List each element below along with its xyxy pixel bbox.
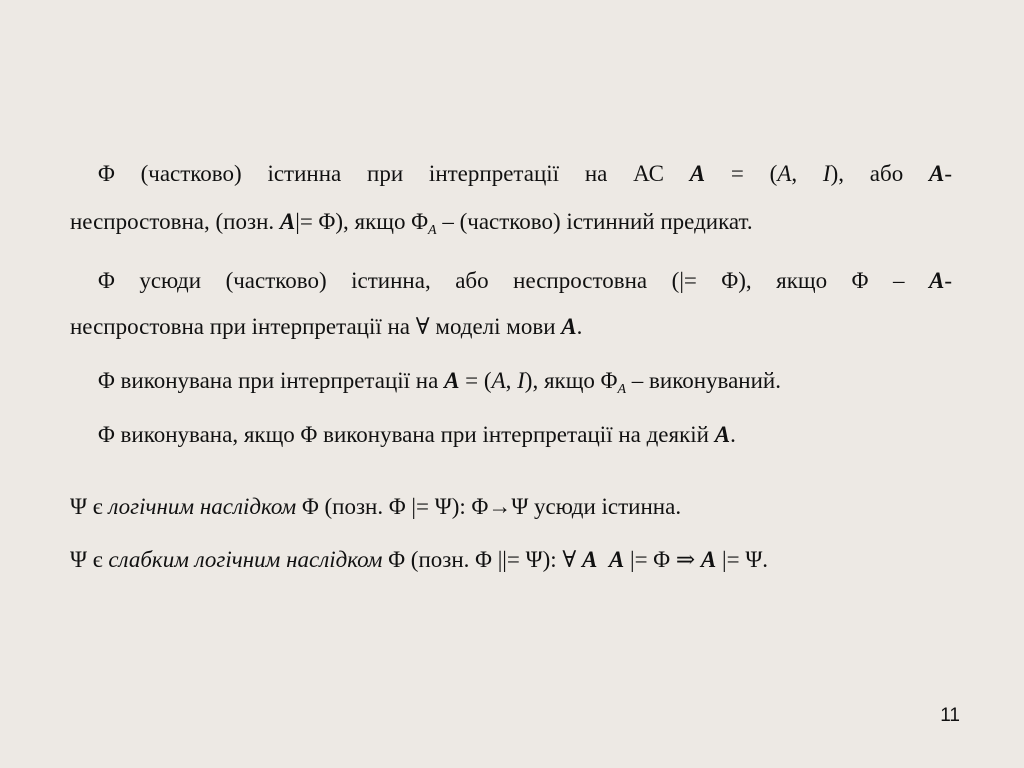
- p2-line1: [70, 267, 952, 295]
- symbol-a: A: [491, 368, 506, 393]
- text: – виконуваний.: [631, 368, 781, 393]
- p1-line1: [70, 160, 952, 188]
- symbol-a: A: [928, 268, 945, 293]
- p5-line: [70, 493, 681, 521]
- text: -: [944, 161, 953, 186]
- symbol-a: A: [444, 368, 460, 393]
- text: Φ усюди (частково) істинна, або неспростовна (|= Φ), якщо Φ –: [98, 268, 905, 293]
- text: ,: [791, 161, 798, 186]
- text: Φ (позн. Φ ||= Ψ): ∀: [388, 547, 577, 572]
- text: -: [944, 268, 952, 293]
- text: Φ виконувана при інтерпретації на: [98, 368, 439, 393]
- term-weak-logical-consequence: слабким логічним наслідком: [108, 547, 383, 572]
- symbol-a: A: [279, 209, 296, 234]
- symbol-a: A: [714, 422, 731, 447]
- text: .: [576, 314, 583, 339]
- text: ,: [505, 368, 512, 393]
- text: |= Φ), якщо Φ: [295, 209, 429, 234]
- symbol-a: A: [608, 547, 625, 572]
- text: .: [730, 422, 736, 447]
- text: Φ (позн. Φ |= Ψ): Φ→Ψ усюди істинна.: [301, 494, 682, 519]
- text: Φ (частково) істинна при інтерпретації на АС: [98, 161, 664, 186]
- symbol-i: I: [517, 368, 525, 393]
- subscript: A: [617, 382, 627, 397]
- p4-line: [98, 421, 736, 449]
- symbol-a: A: [777, 161, 792, 186]
- p6-line: [70, 546, 768, 574]
- term-logical-consequence: логічним наслідком: [108, 494, 297, 519]
- text: – (частково) істинний предикат.: [442, 209, 753, 234]
- text: ), або: [830, 161, 904, 186]
- symbol-a: A: [561, 314, 577, 339]
- symbol-a: A: [689, 161, 706, 186]
- p1-line2: [70, 208, 753, 236]
- text: неспростовна, (позн.: [70, 209, 275, 234]
- symbol-i: I: [822, 161, 831, 186]
- p3-line: [98, 367, 781, 395]
- text: ), якщо Φ: [524, 368, 618, 393]
- text: = (: [730, 161, 778, 186]
- text: |= Φ ⇒: [629, 547, 696, 572]
- p2-line2: [70, 313, 582, 341]
- subscript: A: [428, 223, 437, 238]
- symbol-a: A: [582, 547, 598, 572]
- symbol-a: A: [700, 547, 717, 572]
- text: неспростовна при інтерпретації на ∀ моделі мови: [70, 314, 556, 339]
- text: = (: [465, 368, 492, 393]
- text: |= Ψ.: [722, 547, 769, 572]
- text: Φ виконувана, якщо Φ виконувана при інтерпретації на деякій: [98, 422, 709, 447]
- symbol-a: A: [929, 161, 945, 186]
- text: Ψ є: [70, 494, 103, 519]
- page-number: 11: [940, 705, 960, 726]
- text: Ψ є: [70, 547, 103, 572]
